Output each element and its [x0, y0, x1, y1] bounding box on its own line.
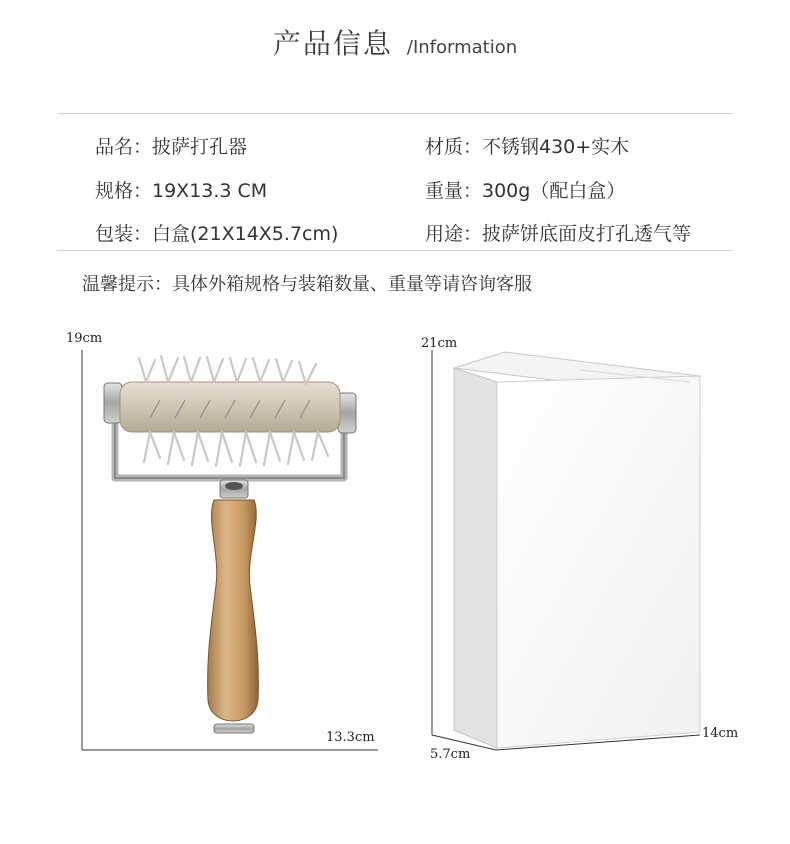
pizza-docker-icon [104, 356, 356, 733]
tool-height-label: 19cm [66, 331, 103, 346]
spec-package: 包装：白盒(21X14X5.7cm) [95, 223, 339, 245]
white-box-icon [454, 352, 700, 748]
box-depth-label: 5.7cm [430, 747, 471, 762]
spec-material: 材质：不锈钢430+实木 [425, 136, 630, 158]
tip-text: 温馨提示：具体外箱规格与装箱数量、重量等请咨询客服 [82, 274, 532, 295]
box-height-label: 21cm [421, 336, 458, 351]
tool-width-label: 13.3cm [326, 730, 375, 745]
title-english: /Information [406, 37, 518, 58]
spec-weight: 重量：300g（配白盒） [425, 180, 626, 202]
box-width-label: 14cm [702, 726, 739, 741]
spec-usage: 用途：披萨饼底面皮打孔透气等 [425, 223, 692, 245]
title-chinese: 产品信息 [272, 27, 393, 60]
spec-name: 品名：披萨打孔器 [95, 136, 248, 158]
spec-size: 规格：19X13.3 CM [95, 180, 268, 202]
